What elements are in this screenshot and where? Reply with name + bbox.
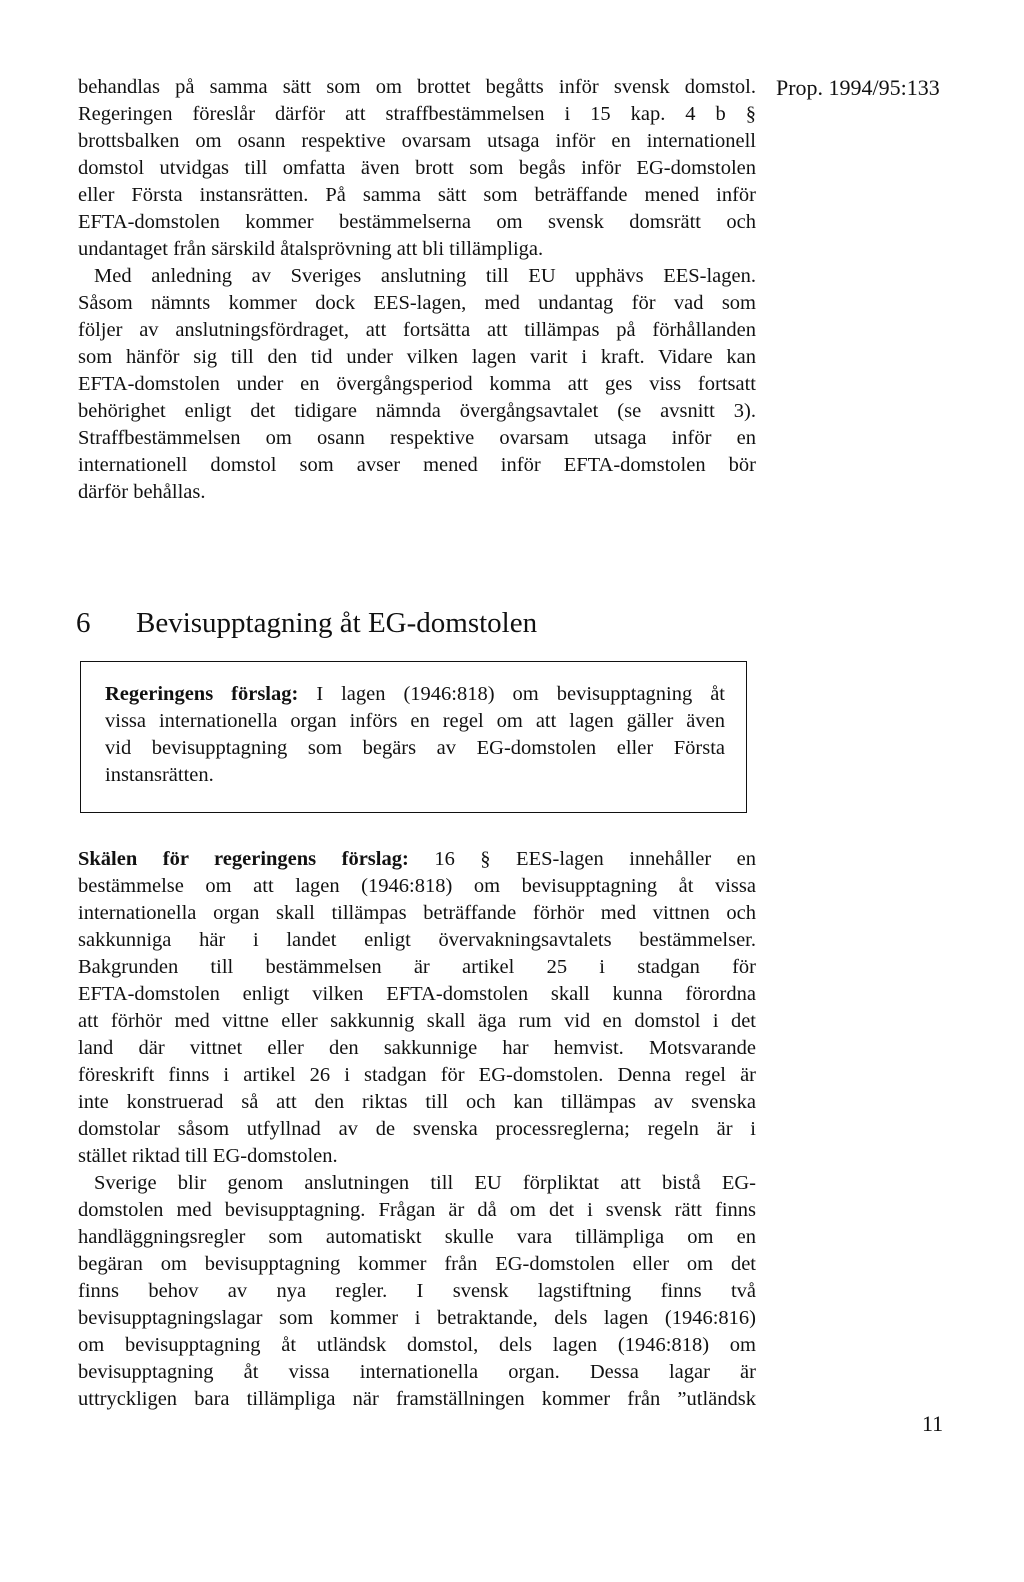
proposal-line: vid bevisupptagning som begärs av EG-domstolen eller Första (105, 737, 725, 759)
text-line: Sverige blir genom anslutningen till EU förpliktat att bistå EG- (94, 1172, 756, 1194)
text-line: att förhör med vittne eller sakkunnig skall äga rum vid en domstol i det (78, 1010, 756, 1032)
text-line: Såsom nämnts kommer dock EES-lagen, med undantag för vad som (78, 292, 756, 314)
proposal-box (80, 661, 747, 813)
text-line: behörighet enligt det tidigare nämnda övergångsavtalet (se avsnitt 3). (78, 400, 756, 422)
text-line: uttryckligen bara tillämpliga när framställningen kommer från ”utländsk (78, 1388, 756, 1410)
text-line: bevisupptagning åt vissa internationella organ. Dessa lagar är (78, 1361, 756, 1383)
text-line: som hänför sig till den tid under vilken lagen varit i kraft. Vidare kan (78, 346, 756, 368)
text-line: begäran om bevisupptagning kommer från EG-domstolen eller om det (78, 1253, 756, 1275)
text-line: land där vittnet eller den sakkunnige har hemvist. Motsvarande (78, 1037, 756, 1059)
proposition-reference: Prop. 1994/95:133 (776, 75, 940, 100)
text-line: därför behållas. (78, 481, 206, 503)
text-line: finns behov av nya regler. I svensk lagstiftning finns två (78, 1280, 756, 1302)
proposal-first-line (105, 681, 725, 708)
text-line: sakkunniga här i landet enligt övervakningsavtalets bestämmelser. (78, 929, 756, 951)
text-line: domstol utvidgas till omfatta även brott som begås inför EG-domstolen (78, 157, 756, 179)
proposal-line: vissa internationella organ införs en regel om att lagen gäller även (105, 710, 725, 732)
page-number: 11 (922, 1411, 944, 1436)
section-number: 6 (76, 607, 91, 639)
text-line: eller Första instansrätten. På samma sätt som beträffande mened inför (78, 184, 756, 206)
proposal-line: instansrätten. (105, 764, 214, 786)
text-line: bestämmelse om att lagen (1946:818) om bevisupptagning åt vissa (78, 875, 756, 897)
text-line: handläggningsregler som automatiskt skulle vara tillämpliga om en (78, 1226, 756, 1248)
text-line: inte konstruerad så att den riktas till och kan tillämpas av svenska (78, 1091, 756, 1113)
proposal-text: I lagen (1946:818) om bevisupptagning åt (316, 683, 725, 705)
text-line: Bakgrunden till bestämmelsen är artikel 25 i stadgan för (78, 956, 756, 978)
text-line: domstolar såsom utfyllnad av de svenska processreglerna; regeln är i (78, 1118, 756, 1140)
text-line: EFTA-domstolen kommer bestämmelserna om svensk domsrätt och (78, 211, 756, 233)
text-line: Med anledning av Sveriges anslutning till EU upphävs EES-lagen. (94, 265, 756, 287)
reasons-label: Skälen för regeringens förslag: (78, 848, 409, 870)
proposal-label: Regeringens förslag: (105, 683, 299, 705)
section-heading (76, 605, 537, 641)
text-line: bevisupptagningslagar som kommer i betraktande, dels lagen (1946:816) (78, 1307, 756, 1329)
text-line: föreskrift finns i artikel 26 i stadgan för EG-domstolen. Denna regel är (78, 1064, 756, 1086)
text-line: brottsbalken om osann respektive ovarsam utsaga inför en internationell (78, 130, 756, 152)
text-line: behandlas på samma sätt som om brottet begåtts inför svensk domstol. (78, 76, 756, 98)
reasons-text: 16 § EES-lagen innehåller en (434, 848, 757, 870)
text-line: Regeringen föreslår därför att straffbestämmelsen i 15 kap. 4 b § (78, 103, 756, 125)
text-line: följer av anslutningsfördraget, att fortsätta att tillämpas på förhållanden (78, 319, 756, 341)
text-line: domstolen med bevisupptagning. Frågan är då om det i svensk rätt finns (78, 1199, 756, 1221)
section-title: Bevisupptagning åt EG-domstolen (136, 607, 538, 639)
text-line: Straffbestämmelsen om osann respektive ovarsam utsaga inför en (78, 427, 756, 449)
reasons-first-line (78, 846, 756, 873)
text-line: EFTA-domstolen under en övergångsperiod komma att ges viss fortsatt (78, 373, 756, 395)
text-line: internationell domstol som avser mened inför EFTA-domstolen bör (78, 454, 756, 476)
text-line: undantaget från särskild åtalsprövning att bli tillämpliga. (78, 238, 544, 260)
text-line: om bevisupptagning åt utländsk domstol, dels lagen (1946:818) om (78, 1334, 756, 1356)
text-line: stället riktad till EG-domstolen. (78, 1145, 338, 1167)
text-line: internationella organ skall tillämpas beträffande förhör med vittnen och (78, 902, 756, 924)
text-line: EFTA-domstolen enligt vilken EFTA-domstolen skall kunna förordna (78, 983, 756, 1005)
